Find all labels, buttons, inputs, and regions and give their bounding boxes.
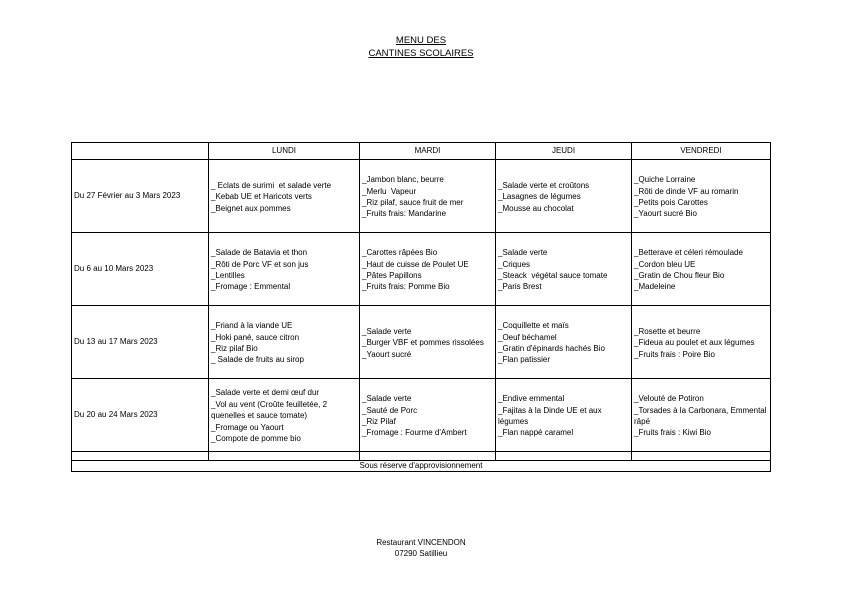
note-row <box>72 461 771 472</box>
dish-item: _Salade verte <box>362 326 412 336</box>
dish-item: _Fideua au poulet et aux légumes _Fruits frais : Poire Bio <box>634 338 779 359</box>
dish-item: _Rôti de dinde VF au romarin <box>634 186 739 196</box>
dish-item: _Salade verte <box>362 394 412 404</box>
header-day-jeudi: JEUDI <box>496 143 632 160</box>
dish-item: _Velouté de Potiron <box>634 394 704 404</box>
dish-item: _Gratin de Chou fleur Bio <box>634 271 725 280</box>
page-title-line2: CANTINES SCOLAIRES <box>368 48 474 59</box>
dish-item: _Jambon blanc, beurre <box>362 175 444 185</box>
dish-item: _Paris Brest <box>498 282 542 292</box>
menu-cell-vendredi <box>632 160 771 233</box>
menu-cell-lundi <box>209 160 360 233</box>
menu-cell-vendredi <box>632 233 771 306</box>
dish-item: _Kebab UE et Haricots verts <box>211 192 312 202</box>
dish-item: _Salade verte et croûtons <box>498 180 590 190</box>
dish-item: _Riz pilaf Bio <box>211 344 258 353</box>
dish-item: _Hoki pané, sauce citron <box>211 332 300 342</box>
dish-item: _Yaourt sucré <box>362 349 412 359</box>
dish-item: _Quiche Lorraine <box>634 175 696 185</box>
week-row <box>72 233 771 306</box>
week-period: Du 20 au 24 Mars 2023 <box>72 379 209 452</box>
dish-item: _Beignet aux pommes <box>211 203 291 213</box>
dish-item: _Merlu Vapeur <box>362 186 417 196</box>
dish-item: _Friand à la viande UE <box>211 321 293 331</box>
menu-cell-mardi <box>360 379 496 452</box>
dish-item: _Lentilles <box>211 271 245 280</box>
dish-item: _Salade verte et demi œuf dur <box>211 388 320 398</box>
dish-item: _Torsades à la Carbonara, Emmental râpé <box>634 405 769 426</box>
dish-item: _Coquillette et maïs <box>498 321 569 331</box>
header-day-mardi: MARDI <box>360 143 496 160</box>
dish-item: _ Salade de fruits au sirop <box>211 355 304 365</box>
dish-item: _Mousse au chocolat <box>498 203 574 213</box>
menu-cell-jeudi <box>496 233 632 306</box>
week-period: Du 27 Février au 3 Mars 2023 <box>72 160 209 233</box>
dish-item: _Pâtes Papillons <box>362 271 422 280</box>
week-row <box>72 379 771 452</box>
dish-item: _Riz pilaf, sauce fruit de mer <box>362 198 464 207</box>
dish-item: _Haut de cuisse de Poulet UE <box>362 259 469 269</box>
dish-item: _Petits pois Carottes <box>634 198 708 207</box>
menu-cell-jeudi <box>496 160 632 233</box>
restaurant-name: Restaurant VINCENDON <box>376 538 466 547</box>
dish-item: _Salade de Batavia et thon <box>211 248 308 258</box>
dish-item: _Fromage : Emmental <box>211 282 291 292</box>
menu-table <box>71 142 779 472</box>
week-row <box>72 306 771 379</box>
menu-cell-jeudi <box>496 379 632 452</box>
dish-item: _Steack végétal sauce tomate <box>498 271 608 280</box>
menu-cell-vendredi <box>632 379 771 452</box>
dish-item: _Lasagnes de légumes <box>498 192 581 202</box>
restaurant-address: 07290 Satillieu <box>394 549 448 558</box>
header-row <box>72 143 771 160</box>
menu-cell-lundi <box>209 233 360 306</box>
dish-item: _Fruits frais: Pomme Bio <box>362 282 450 292</box>
header-day-lundi: LUNDI <box>209 143 360 160</box>
dish-item: _Flan nappé caramel <box>498 428 574 438</box>
supply-note: Sous réserve d'approvisionnement <box>72 461 771 472</box>
spacer-row <box>72 452 771 461</box>
dish-item: _ Eclats de surimi et salade verte <box>211 180 332 190</box>
menu-cell-lundi <box>209 379 360 452</box>
menu-cell-mardi <box>360 160 496 233</box>
dish-item: _Cordon bleu UE <box>634 259 696 269</box>
page-title-line1: MENU DES <box>395 35 447 46</box>
dish-item: _Burger VBF et pommes rissolées <box>362 338 484 348</box>
dish-item: _Fruits frais : Kiwi Bio <box>634 428 711 438</box>
menu-cell-vendredi <box>632 306 779 379</box>
dish-item: _Rôti de Porc VF et son jus <box>211 259 309 269</box>
menu-cell-mardi <box>360 306 496 379</box>
menu-cell-lundi <box>209 306 360 379</box>
header-corner <box>72 143 209 160</box>
dish-item: _Gratin d'épinards hachés Bio <box>498 344 605 353</box>
dish-item: _Carottes râpées Bio <box>362 248 438 258</box>
dish-item: _Riz Pilaf <box>362 417 396 426</box>
dish-item: _Fromage : Fourme d'Ambert <box>362 428 467 438</box>
week-row <box>72 160 771 233</box>
week-period: Du 6 au 10 Mars 2023 <box>72 233 209 306</box>
dish-item: _Rosette et beurre <box>634 326 701 336</box>
menu-cell-mardi <box>360 233 496 306</box>
dish-item: _Flan patissier <box>498 355 551 365</box>
dish-item: _Oeuf béchamel <box>498 332 557 342</box>
menu-cell-jeudi <box>496 306 632 379</box>
week-period: Du 13 au 17 Mars 2023 <box>72 306 209 379</box>
dish-item: _Criques <box>498 259 531 269</box>
dish-item: _Endive emmental <box>498 394 565 404</box>
dish-item: _Sauté de Porc <box>362 405 418 415</box>
dish-item: _Fruits frais: Mandarine <box>362 209 447 219</box>
dish-item: _Fajitas à la Dinde UE et aux légumes <box>498 405 604 426</box>
dish-item: _Salade verte <box>498 248 548 258</box>
header-day-vendredi: VENDREDI <box>632 143 771 160</box>
dish-item: _Compote de pomme bio <box>211 434 301 444</box>
dish-item: _Fromage ou Yaourt <box>211 422 284 432</box>
dish-item: _Vol au vent (Croûte feuilletée, 2 quenelles et sauce tomate) <box>211 399 330 421</box>
dish-item: _Madeleine <box>634 282 676 292</box>
dish-item: _Betterave et céleri rémoulade <box>634 248 743 258</box>
dish-item: _Yaourt sucré Bio <box>634 209 697 219</box>
